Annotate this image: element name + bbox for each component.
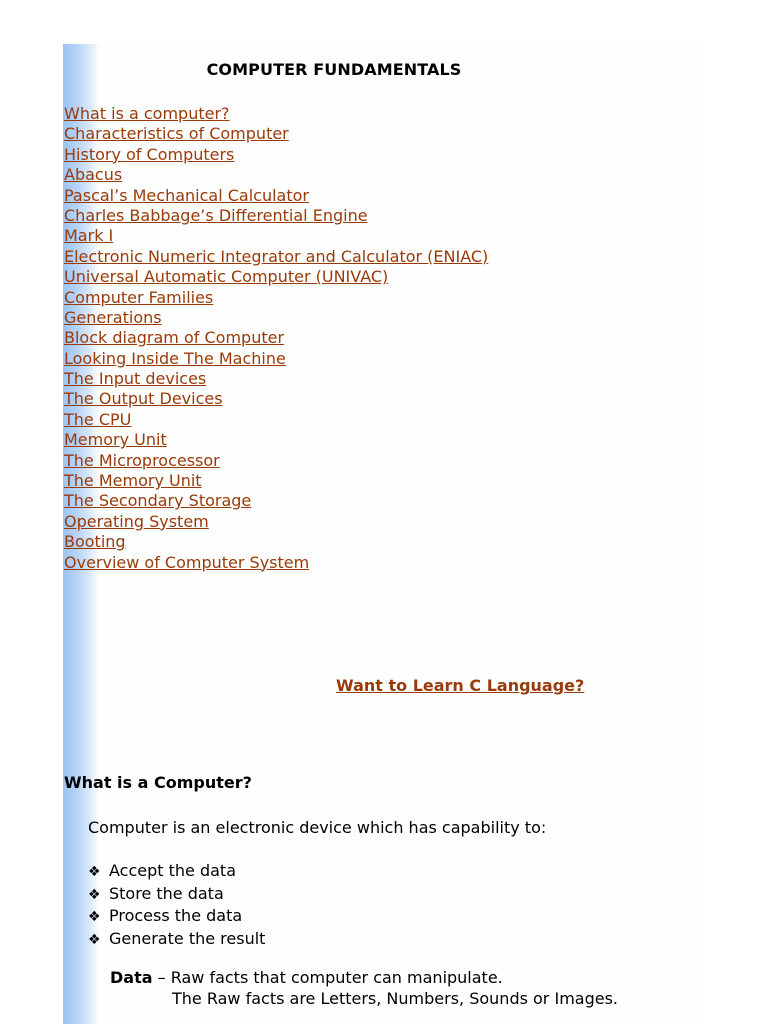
toc-item: [64, 410, 488, 430]
diamond-bullet-icon: ❖: [88, 886, 101, 903]
capability-list: [88, 860, 265, 950]
list-item: [88, 883, 265, 906]
toc-link-operating-system[interactable]: Operating System: [64, 511, 209, 531]
learn-c-language-link[interactable]: Want to Learn C Language?: [336, 676, 585, 695]
toc-item: [64, 328, 488, 348]
toc-item: [64, 247, 488, 267]
toc-link-cpu[interactable]: The CPU: [64, 409, 132, 429]
diamond-bullet-icon: ❖: [88, 909, 101, 925]
toc-item: [64, 145, 488, 165]
toc-link-univac[interactable]: Universal Automatic Computer (UNIVAC): [64, 267, 389, 287]
toc-link-input-devices[interactable]: The Input devices: [64, 369, 207, 389]
toc-link-output-devices[interactable]: The Output Devices: [64, 389, 223, 409]
toc-link-babbage[interactable]: Charles Babbage’s Differential Engine: [64, 205, 368, 225]
section-heading: What is a Computer?: [64, 773, 252, 792]
table-of-contents: [64, 104, 488, 573]
toc-link-pascal[interactable]: Pascal’s Mechanical Calculator: [64, 185, 309, 205]
toc-item: [64, 389, 488, 409]
toc-link-computer-families[interactable]: Computer Families: [64, 287, 214, 307]
toc-item: [64, 165, 488, 185]
definition-text: Raw facts that computer can manipulate.: [170, 968, 503, 987]
toc-item: [64, 288, 488, 308]
definition-line: [110, 967, 618, 988]
toc-item: [64, 532, 488, 552]
toc-item: [64, 349, 488, 369]
toc-link-secondary-storage[interactable]: The Secondary Storage: [64, 491, 252, 511]
definition-dash: –: [152, 968, 171, 987]
list-item: [88, 928, 265, 951]
diamond-bullet-icon: ❖: [88, 864, 101, 880]
toc-link-mark-i[interactable]: Mark I: [64, 226, 114, 246]
list-item-text: Generate the result: [109, 928, 266, 948]
toc-link-history[interactable]: History of Computers: [64, 144, 235, 164]
definition-term: Data: [110, 968, 153, 987]
toc-link-booting[interactable]: Booting: [64, 532, 126, 552]
list-item-text: Store the data: [109, 883, 224, 903]
toc-link-generations[interactable]: Generations: [64, 307, 162, 327]
toc-item: [64, 226, 488, 246]
list-item-text: Process the data: [109, 906, 243, 925]
data-definition: [110, 967, 618, 1009]
toc-link-microprocessor[interactable]: The Microprocessor: [64, 450, 220, 470]
toc-link-eniac[interactable]: Electronic Numeric Integrator and Calculator (ENIAC): [64, 246, 489, 266]
toc-link-characteristics[interactable]: Characteristics of Computer: [64, 124, 289, 144]
toc-item: [64, 186, 488, 206]
list-item-text: Accept the data: [109, 861, 236, 880]
document-title: COMPUTER FUNDAMENTALS: [206, 60, 462, 79]
list-item: [88, 905, 265, 928]
toc-item: [64, 451, 488, 471]
diamond-bullet-icon: ❖: [88, 931, 101, 948]
toc-item: [64, 369, 488, 389]
toc-link-what-is-a-computer[interactable]: What is a computer?: [64, 104, 230, 123]
toc-item: [64, 104, 488, 124]
toc-link-memory-unit[interactable]: Memory Unit: [64, 430, 167, 450]
toc-item: [64, 471, 488, 491]
toc-link-block-diagram[interactable]: Block diagram of Computer: [64, 328, 285, 348]
toc-item: [64, 553, 488, 573]
toc-item: [64, 430, 488, 450]
list-item: [88, 860, 265, 883]
toc-item: [64, 206, 488, 226]
toc-item: [64, 124, 488, 144]
definition-continuation: The Raw facts are Letters, Numbers, Sounds or Images.: [172, 989, 618, 1008]
toc-item: [64, 491, 488, 511]
toc-link-inside-the-machine[interactable]: Looking Inside The Machine: [64, 348, 286, 368]
toc-link-overview[interactable]: Overview of Computer System: [64, 552, 310, 572]
toc-item: [64, 308, 488, 328]
toc-item: [64, 512, 488, 532]
toc-link-abacus[interactable]: Abacus: [64, 165, 123, 185]
toc-item: [64, 267, 488, 287]
section-intro-text: Computer is an electronic device which has capability to:: [88, 818, 547, 837]
toc-link-the-memory-unit[interactable]: The Memory Unit: [64, 471, 202, 491]
